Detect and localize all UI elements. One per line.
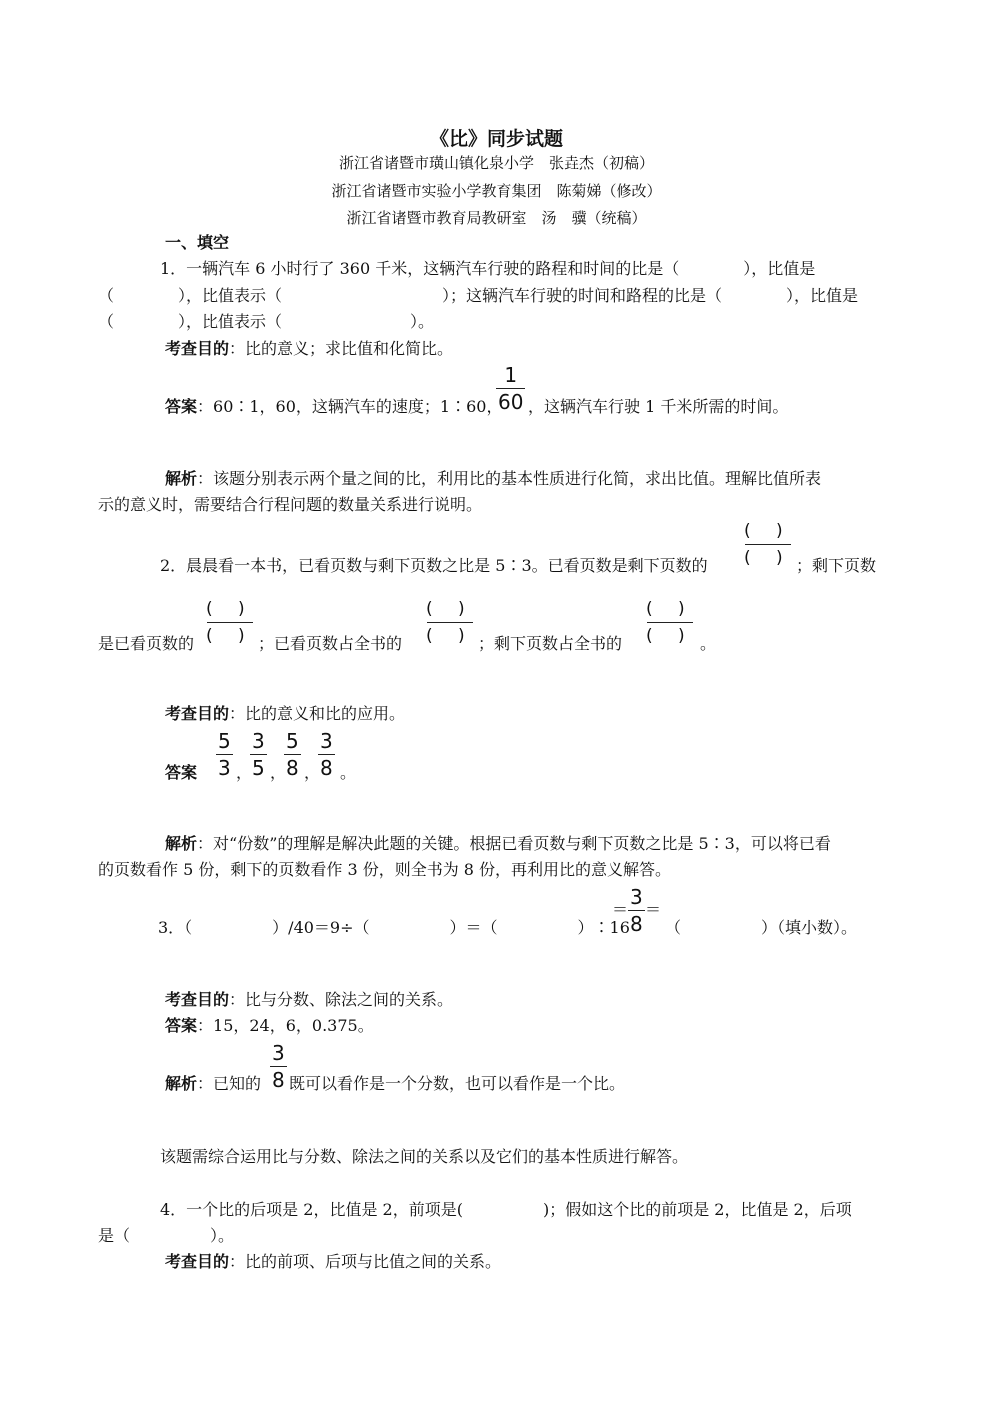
question-2-purpose [165, 704, 405, 724]
fraction-numerator: 1 [504, 363, 518, 387]
author-line: 浙江省诸暨市教育局教研室 汤 骥（统稿） [346, 209, 647, 227]
question-4-text: 是（ ）。 [98, 1226, 235, 1245]
answer-fraction [284, 730, 301, 779]
fraction-numerator: 3 [320, 729, 333, 753]
fraction-bar [207, 622, 253, 623]
fraction-bar [427, 622, 473, 623]
purpose-text: ：比的意义；求比值和化简比。 [229, 339, 454, 358]
blank-numerator: ( ) [646, 599, 695, 619]
answer-label: 答案 [165, 397, 198, 416]
purpose-label: 考查目的 [165, 339, 230, 358]
analysis-text: ：已知的 [197, 1074, 262, 1093]
analysis-text: 的页数看作 5 份，剩下的页数看作 3 份，则全书为 8 份，再利用比的意义解答。 [98, 860, 672, 879]
answer-fraction [496, 364, 525, 413]
answer-label: 答案 [165, 763, 198, 782]
fraction-bar [318, 754, 335, 755]
fraction-denominator: 8 [320, 756, 333, 780]
fraction-denominator: 8 [286, 756, 299, 780]
fraction-numerator: 3 [252, 729, 265, 753]
question-3-answer [165, 1016, 374, 1036]
blank-fraction [424, 598, 477, 647]
answer-text: ：60∶1，60，这辆汽车的速度；1∶60， [197, 397, 503, 416]
question-2-text: 是已看页数的 [98, 634, 195, 653]
question-3-text: 3．（ ）/40＝9÷（ ）＝（ ）∶16 [158, 918, 630, 937]
purpose-label: 考查目的 [165, 704, 230, 723]
answer-end: 。 [340, 763, 357, 782]
analysis-text: 既可以看作是一个分数，也可以看作是一个比。 [289, 1074, 626, 1093]
purpose-text: ：比的意义和比的应用。 [229, 704, 406, 723]
purpose-text: ：比与分数、除法之间的关系。 [229, 990, 454, 1009]
blank-denominator: ( ) [426, 626, 475, 646]
answer-separator: ， [304, 763, 321, 782]
fraction-bar [647, 622, 693, 623]
analysis-fraction [270, 1042, 287, 1091]
analysis-text: ：该题分别表示两个量之间的比，利用比的基本性质进行化简，求出比值。理解比值所表 [197, 469, 822, 488]
blank-fraction [204, 598, 257, 647]
purpose-label: 考查目的 [165, 990, 230, 1009]
fraction-denominator: 3 [218, 756, 231, 780]
blank-denominator: ( ) [206, 626, 255, 646]
question-3-analysis [165, 1074, 261, 1094]
fraction-bar [745, 544, 791, 545]
answer-fraction [250, 730, 267, 779]
question-4-purpose [165, 1252, 501, 1272]
analysis-label: 解析 [165, 469, 198, 488]
answer-text: ，这辆汽车行驶 1 千米所需的时间。 [528, 397, 789, 416]
answer-label: 答案 [165, 1016, 198, 1035]
fraction-bar [216, 754, 233, 755]
answer-separator: ， [270, 763, 287, 782]
question-4-text: 4．一个比的后项是 2，比值是 2，前项是( )；假如这个比的前项是 2，比值是 2，后项 [160, 1200, 852, 1219]
fraction-bar [270, 1066, 287, 1067]
fraction-denominator: 8 [272, 1068, 285, 1092]
fraction-numerator: 5 [286, 729, 299, 753]
answer-separator: ， [236, 763, 253, 782]
blank-numerator: ( ) [744, 521, 793, 541]
question-3-text: （ ）（填小数）。 [665, 918, 858, 937]
question-2-text: ；已看页数占全书的 [258, 634, 403, 653]
question-3-fraction [628, 886, 645, 935]
fraction-bar [496, 388, 525, 389]
question-2-text: 2．晨晨看一本书，已看页数与剩下页数之比是 5∶3。已看页数是剩下页数的 [160, 556, 708, 575]
analysis-text: 示的意义时，需要结合行程问题的数量关系进行说明。 [98, 495, 483, 514]
blank-fraction [742, 520, 795, 569]
question-1-purpose [165, 339, 453, 359]
fraction-bar [628, 910, 645, 911]
question-1-analysis [165, 469, 821, 489]
blank-numerator: ( ) [206, 599, 255, 619]
question-2-text: ；剩下页数 [796, 556, 877, 575]
fraction-bar [284, 754, 301, 755]
question-2-text: 。 [700, 634, 717, 653]
question-1-text: 1．一辆汽车 6 小时行了 360 千米，这辆汽车行驶的路程和时间的比是（ ），比值是 [160, 259, 816, 278]
fraction-denominator: 8 [630, 912, 643, 936]
fraction-denominator: 5 [252, 756, 265, 780]
analysis-label: 解析 [165, 1074, 198, 1093]
author-line: 浙江省诸暨市实验小学教育集团 陈菊娣（修改） [331, 182, 662, 200]
author-line: 浙江省诸暨市璜山镇化泉小学 张垚杰（初稿） [338, 154, 654, 172]
answer-fraction [318, 730, 335, 779]
fraction-numerator: 5 [218, 729, 231, 753]
analysis-text: 该题需综合运用比与分数、除法之间的关系以及它们的基本性质进行解答。 [160, 1147, 689, 1166]
analysis-label: 解析 [165, 834, 198, 853]
blank-denominator: ( ) [744, 548, 793, 568]
blank-denominator: ( ) [646, 626, 695, 646]
page-title: 《比》同步试题 [429, 128, 563, 150]
question-3-purpose [165, 990, 453, 1010]
fraction-numerator: 3 [630, 885, 643, 909]
answer-fraction [216, 730, 233, 779]
answer-text: ：15，24，6，0.375。 [197, 1016, 374, 1035]
question-2-text: ；剩下页数占全书的 [478, 634, 623, 653]
blank-fraction [644, 598, 697, 647]
analysis-text: ：对“份数”的理解是解决此题的关键。根据已看页数与剩下页数之比是 5∶3，可以将已看 [197, 834, 831, 853]
fraction-numerator: 3 [272, 1041, 285, 1065]
question-1-text: （ ），比值表示（ ）。 [98, 312, 435, 331]
purpose-label: 考查目的 [165, 1252, 230, 1271]
blank-numerator: ( ) [426, 599, 475, 619]
question-1-answer [165, 397, 502, 417]
question-2-answer [165, 763, 197, 783]
question-1-text: （ ），比值表示（ ）；这辆汽车行驶的时间和路程的比是（ ），比值是 [98, 286, 859, 305]
fraction-bar [250, 754, 267, 755]
fraction-denominator: 60 [498, 390, 524, 414]
question-2-analysis [165, 834, 831, 854]
equals-sign: ＝ [645, 900, 662, 919]
section-heading: 一、填空 [165, 233, 230, 252]
purpose-text: ：比的前项、后项与比值之间的关系。 [229, 1252, 502, 1271]
equals-sign: ＝ [612, 900, 629, 919]
